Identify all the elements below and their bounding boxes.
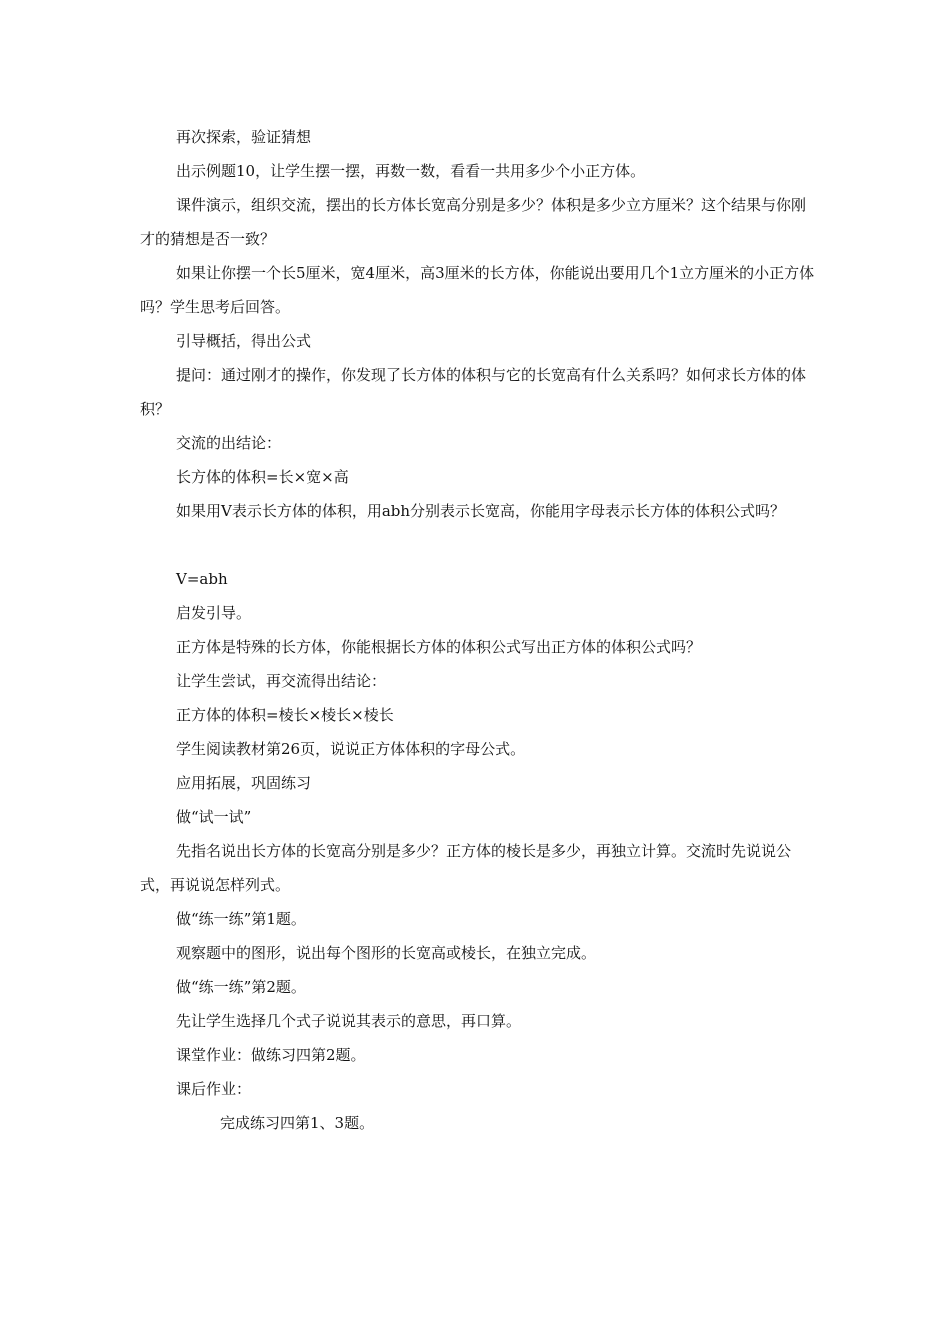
heading-explore-again: 再次探索，验证猜想	[176, 128, 312, 146]
paragraph-practice-2: 做“练一练”第2题。	[176, 978, 306, 996]
paragraph-classwork: 课堂作业：做练习四第2题。	[176, 1046, 366, 1064]
paragraph-observe-figures: 观察题中的图形，说出每个图形的长宽高或棱长，在独立完成。	[176, 944, 597, 962]
heading-derive-formula: 引导概括，得出公式	[176, 332, 312, 350]
paragraph-letter-formula: 如果用V表示长方体的体积，用abh分别表示长宽高，你能用字母表示长方体的体积公式吗？	[176, 502, 786, 520]
paragraph-name-dimensions: 先指名说出长方体的长宽高分别是多少？正方体的棱长是多少，再独立计算。交流时先说说公式，再说说怎样列式。	[140, 842, 792, 894]
heading-apply-practice: 应用拓展，巩固练习	[176, 774, 312, 792]
paragraph-practice-1: 做“练一练”第1题。	[176, 910, 306, 928]
paragraph-inspire-guide: 启发引导。	[176, 604, 252, 622]
paragraph-homework-label: 课后作业：	[176, 1080, 252, 1098]
paragraph-homework-task: 完成练习四第1、3题。	[220, 1114, 375, 1132]
paragraph-example-10: 出示例题10，让学生摆一摆，再数一数，看看一共用多少个小正方体。	[176, 162, 646, 180]
paragraph-try-conclude: 让学生尝试，再交流得出结论：	[176, 672, 387, 690]
paragraph-conclusion-intro: 交流的出结论：	[176, 434, 282, 452]
paragraph-courseware-demo: 课件演示，组织交流，摆出的长方体长宽高分别是多少？体积是多少立方厘米？这个结果与你刚才的猜想是否一致？	[140, 196, 807, 248]
formula-cuboid-volume: 长方体的体积=长×宽×高	[176, 468, 349, 486]
formula-v-abh: V=abh	[176, 570, 228, 588]
paragraph-try-it: 做“试一试”	[176, 808, 252, 826]
formula-cube-volume: 正方体的体积=棱长×棱长×棱长	[176, 706, 394, 724]
paragraph-cube-special: 正方体是特殊的长方体，你能根据长方体的体积公式写出正方体的体积公式吗？	[176, 638, 702, 656]
paragraph-textbook-page: 学生阅读教材第26页，说说正方体体积的字母公式。	[176, 740, 526, 758]
paragraph-choose-expressions: 先让学生选择几个式子说说其表示的意思，再口算。	[176, 1012, 522, 1030]
paragraph-build-cuboid: 如果让你摆一个长5厘米，宽4厘米，高3厘米的长方体，你能说出要用几个1立方厘米的小正方体吗？学生思考后回答。	[140, 264, 815, 316]
paragraph-question: 提问：通过刚才的操作，你发现了长方体的体积与它的长宽高有什么关系吗？如何求长方体的体积？	[140, 366, 807, 418]
